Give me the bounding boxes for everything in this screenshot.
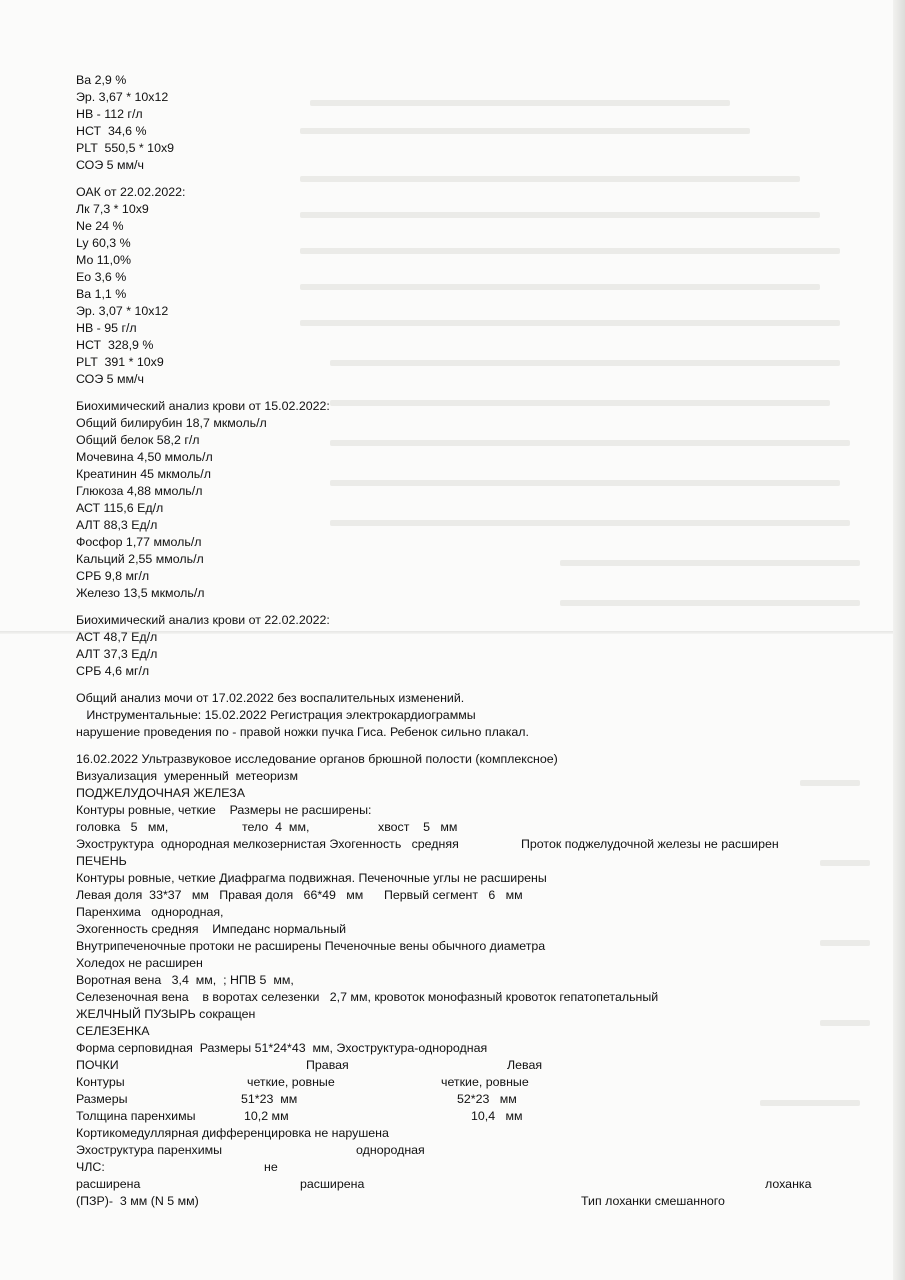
lab-line: Железо 13,5 мкмоль/л	[76, 586, 205, 600]
text-line: Эхоструктура однородная мелкозернистая Эхогенность средняя	[76, 837, 459, 851]
cell-left: четкие, ровные	[441, 1075, 529, 1089]
lab-line: СРБ 4,6 мг/л	[76, 664, 150, 678]
text-line: Холедох не расширен	[76, 956, 203, 970]
cell-left: 52*23 мм	[457, 1092, 517, 1106]
lab-line: НВ - 95 г/л	[76, 321, 137, 335]
lab-line: Ео 3,6 %	[76, 270, 127, 284]
organ-heading: ПОЧКИ	[76, 1058, 119, 1072]
lab-line: Креатинин 45 мкмоль/л	[76, 467, 211, 481]
text-line: Инструментальные: 15.02.2022 Регистрация электрокардиограммы	[76, 708, 476, 722]
organ-heading: ПЕЧЕНЬ	[76, 854, 127, 868]
text-line: Внутрипеченочные протоки не расширены Печеночные вены обычного диаметра	[76, 939, 546, 953]
lab-line: PLT 391 * 10x9	[76, 355, 164, 369]
lab-line: НСТ 328,9 %	[76, 338, 154, 352]
lab-line: АСТ 115,6 Ед/л	[76, 501, 164, 515]
text-line: тело 4 мм,	[242, 820, 310, 834]
text-line: Контуры ровные, четкие Размеры не расширены:	[76, 803, 372, 817]
text-line: Левая доля 33*37 мм Правая доля 66*49 мм Первый сегмент 6 мм	[76, 888, 523, 902]
lab-line: Лк 7,3 * 10x9	[76, 202, 149, 216]
lab-line: НСТ 34,6 %	[76, 124, 147, 138]
row-label: ЧЛС:	[76, 1160, 105, 1174]
cell-right: 51*23 мм	[241, 1092, 298, 1106]
text-line: Контуры ровные, четкие Диафрагма подвижная. Печеночные углы не расширены	[76, 871, 547, 885]
organ-heading: ЖЕЛЧНЫЙ ПУЗЫРЬ сокращен	[76, 1007, 256, 1021]
text-line: головка 5 мм,	[76, 820, 169, 834]
lab-line: Мочевина 4,50 ммоль/л	[76, 450, 213, 464]
text-line: Тип лоханки смешанного	[581, 1194, 725, 1208]
lab-line: Общий белок 58,2 г/л	[76, 433, 200, 447]
section-heading: ОАК от 22.02.2022:	[76, 185, 186, 199]
text-line: нарушение проведения по - правой ножки пучка Гиса. Ребенок сильно плакал.	[76, 725, 529, 739]
lab-line: Мо 11,0%	[76, 253, 132, 267]
text-line: Форма серповидная Размеры 51*24*43 мм, Эхоструктура-однородная	[76, 1041, 488, 1055]
text-line: Визуализация умеренный метеоризм	[76, 769, 298, 783]
lab-line: АЛТ 88,3 Ед/л	[76, 518, 158, 532]
text-line: Селезеночная вена в воротах селезенки 2,7 мм, кровоток монофазный кровоток гепатопетальный	[76, 990, 659, 1004]
text-line: Эхогенность средняя Импеданс нормальный	[76, 922, 347, 936]
cell-left: 10,4 мм	[471, 1109, 523, 1123]
lab-line: Глюкоза 4,88 ммоль/л	[76, 484, 203, 498]
text-line: расширена	[76, 1177, 141, 1191]
lab-line: Ly 60,3 %	[76, 236, 131, 250]
row-label: Эхоструктура паренхимы	[76, 1143, 223, 1157]
organ-heading: СЕЛЕЗЕНКА	[76, 1024, 150, 1038]
column-header-left: Левая	[507, 1058, 543, 1072]
organ-heading: ПОДЖЕЛУДОЧНАЯ ЖЕЛЕЗА	[76, 786, 246, 800]
lab-line: Фосфор 1,77 ммоль/л	[76, 535, 202, 549]
lab-line: АСТ 48,7 Ед/л	[76, 630, 158, 644]
cell-right: 10,2 мм	[244, 1109, 289, 1123]
text-line: Воротная вена 3,4 мм, ; НПВ 5 мм,	[76, 973, 294, 987]
cell-value: не	[264, 1160, 278, 1174]
lab-line: Кальций 2,55 ммоль/л	[76, 552, 204, 566]
text-line: (ПЗР)- 3 мм (N 5 мм)	[76, 1194, 199, 1208]
cell-right: четкие, ровные	[247, 1075, 335, 1089]
row-label: Толщина паренхимы	[76, 1109, 196, 1123]
lab-line: Ва 1,1 %	[76, 287, 127, 301]
lab-line: АЛТ 37,3 Ед/л	[76, 647, 158, 661]
text-line: Паренхима однородная,	[76, 905, 224, 919]
lab-line: Ne 24 %	[76, 219, 124, 233]
section-heading: Биохимический анализ крови от 22.02.2022:	[76, 613, 330, 627]
lab-line: Эр. 3,07 * 10x12	[76, 304, 169, 318]
lab-line: Общий билирубин 18,7 мкмоль/л	[76, 416, 267, 430]
lab-line: Эр. 3,67 * 10x12	[76, 90, 169, 104]
lab-line: Ва 2,9 %	[76, 73, 127, 87]
text-line: Общий анализ мочи от 17.02.2022 без воспалительных изменений.	[76, 691, 465, 705]
text-line: Проток поджелудочной железы не расширен	[521, 837, 779, 851]
row-label: Размеры	[76, 1092, 128, 1106]
text-line: Кортикомедуллярная дифференцировка не нарушена	[76, 1126, 389, 1140]
cell-value: однородная	[356, 1143, 425, 1157]
column-header-right: Правая	[306, 1058, 349, 1072]
lab-line: СОЭ 5 мм/ч	[76, 372, 144, 386]
text-line: хвост 5 мм	[378, 820, 458, 834]
lab-line: НВ - 112 г/л	[76, 107, 143, 121]
lab-line: СРБ 9,8 мг/л	[76, 569, 150, 583]
lab-line: СОЭ 5 мм/ч	[76, 158, 144, 172]
row-label: Контуры	[76, 1075, 125, 1089]
page-edge-shadow	[893, 0, 905, 1280]
lab-line: PLT 550,5 * 10x9	[76, 141, 175, 155]
section-heading: 16.02.2022 Ультразвуковое исследование органов брюшной полости (комплексное)	[76, 752, 558, 766]
text-line: лоханка	[765, 1177, 812, 1191]
text-line: расширена	[300, 1177, 365, 1191]
section-heading: Биохимический анализ крови от 15.02.2022:	[76, 399, 330, 413]
